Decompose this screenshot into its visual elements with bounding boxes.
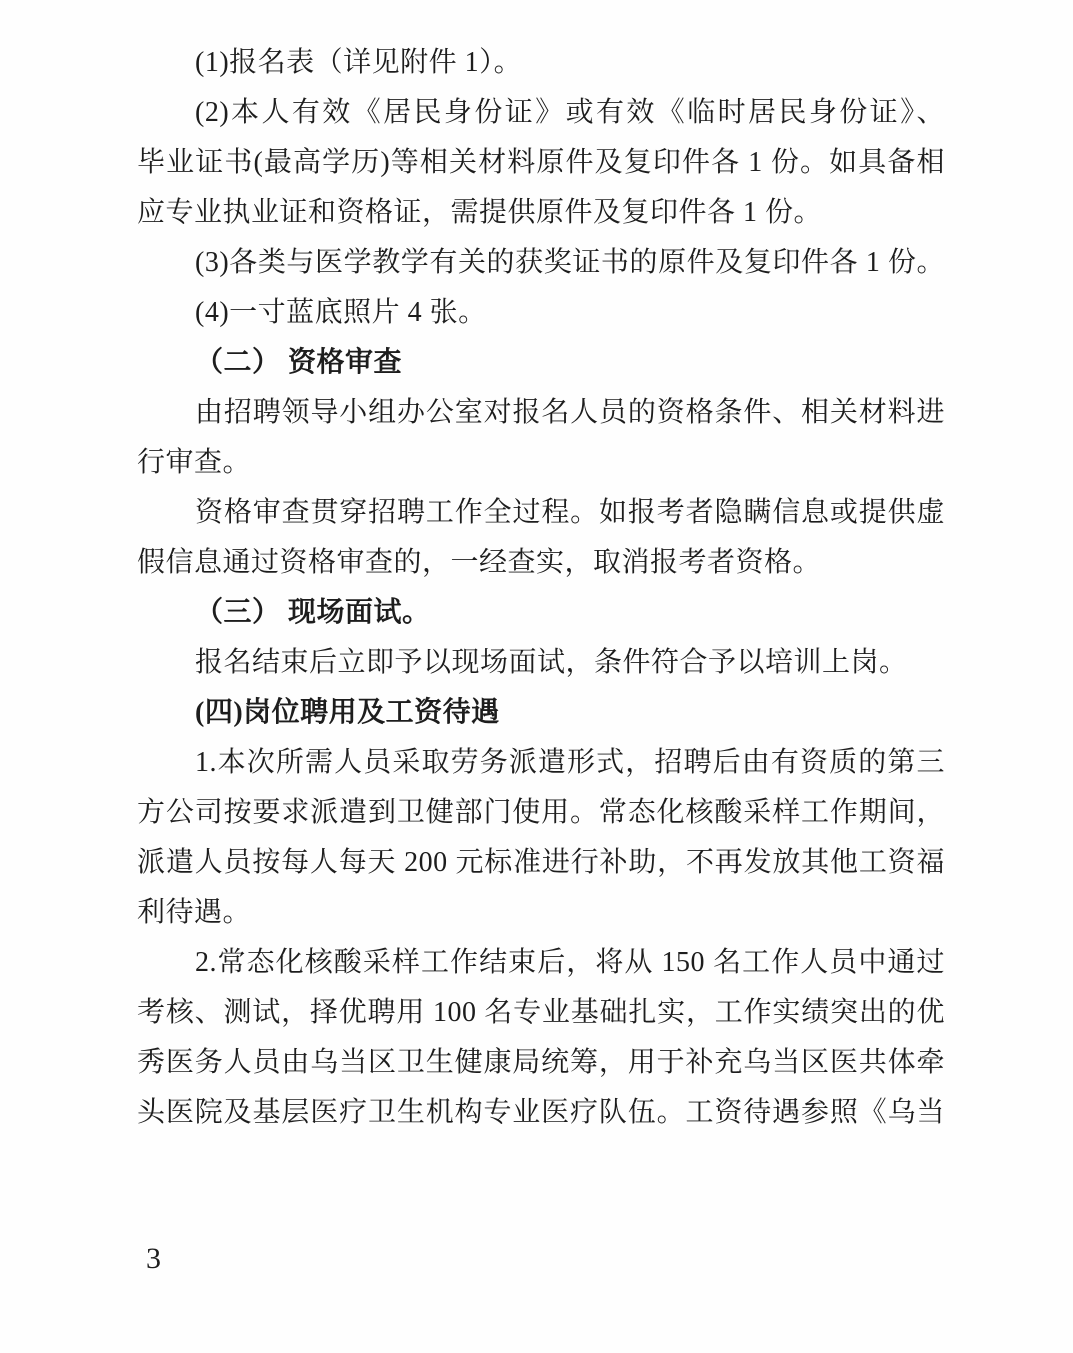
text-line: (3)各类与医学教学有关的获奖证书的原件及复印件各 1 份。 — [195, 247, 945, 278]
text-line: 考核、测试，择优聘用 100 名专业基础扎实，工作实绩突出的优 — [137, 997, 945, 1028]
text-line: 派遣人员按每人每天 200 元标准进行补助，不再发放其他工资福 — [137, 847, 945, 878]
section-heading: （三） 现场面试。 — [195, 597, 431, 628]
text-line: 资格审查贯穿招聘工作全过程。如报考者隐瞒信息或提供虚 — [195, 497, 945, 528]
text-line: 应专业执业证和资格证，需提供原件及复印件各 1 份。 — [137, 197, 823, 228]
text-line: 假信息通过资格审查的，一经查实，取消报考者资格。 — [137, 547, 822, 578]
section-heading: （二） 资格审查 — [195, 347, 403, 378]
text-line: (4)一寸蓝底照片 4 张。 — [195, 297, 487, 328]
text-line: 头医院及基层医疗卫生机构专业医疗队伍。工资待遇参照《乌当 — [137, 1097, 945, 1128]
page-number: 3 — [146, 1242, 161, 1275]
text-line: 秀医务人员由乌当区卫生健康局统筹，用于补充乌当区医共体牵 — [137, 1047, 945, 1078]
text-line: 利待遇。 — [137, 897, 252, 928]
text-line: 毕业证书(最高学历)等相关材料原件及复印件各 1 份。如具备相 — [137, 147, 945, 178]
text-line: 方公司按要求派遣到卫健部门使用。常态化核酸采样工作期间， — [137, 797, 945, 828]
text-line: 2.常态化核酸采样工作结束后，将从 150 名工作人员中通过 — [195, 947, 945, 978]
text-line: 报名结束后立即予以现场面试，条件符合予以培训上岗。 — [195, 647, 908, 678]
text-line: 1.本次所需人员采取劳务派遣形式，招聘后由有资质的第三 — [195, 747, 945, 778]
text-line: 行审查。 — [137, 447, 252, 478]
document-body — [137, 38, 945, 1138]
text-line: (1)报名表（详见附件 1）。 — [195, 47, 523, 78]
section-heading: (四)岗位聘用及工资待遇 — [195, 697, 500, 728]
text-line: (2)本人有效《居民身份证》或有效《临时居民身份证》、 — [195, 97, 945, 128]
text-line: 由招聘领导小组办公室对报名人员的资格条件、相关材料进 — [195, 397, 945, 428]
